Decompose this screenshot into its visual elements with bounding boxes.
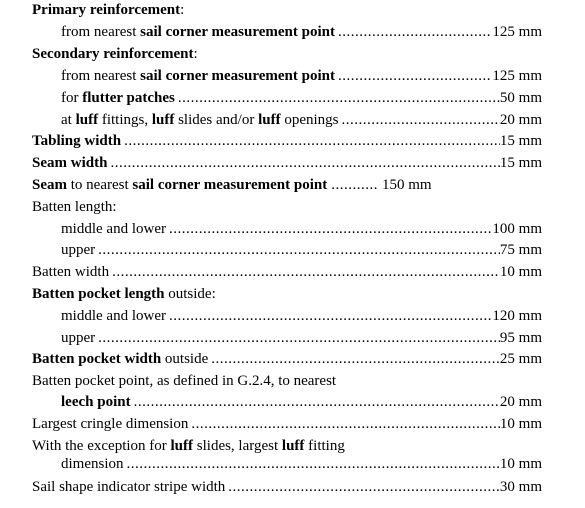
spec-label (32, 153, 107, 173)
defined-term: leech point (61, 394, 131, 410)
spec-value: 100 mm (492, 221, 542, 237)
spec-value: 15 mm (499, 133, 542, 149)
spec-label (32, 373, 336, 389)
defined-term: luff (258, 112, 281, 128)
label-text: upper (61, 242, 96, 258)
defined-term: sail corner measurement point (132, 177, 328, 193)
dot-leader (175, 88, 500, 108)
label-text: middle and lower (61, 221, 166, 237)
defined-term: Primary reinforcement (32, 2, 181, 18)
dot-leader (121, 131, 500, 151)
defined-term: Batten pocket width (32, 351, 162, 367)
spec-label (32, 414, 188, 434)
spec-row (32, 477, 542, 497)
label-text: outside: (164, 286, 216, 302)
spec-label (32, 199, 117, 215)
section-heading (32, 371, 336, 391)
spec-label (32, 46, 198, 62)
spec-value: 50 mm (499, 90, 542, 106)
spec-value: 15 mm (499, 155, 542, 171)
spec-value: 75 mm (499, 242, 542, 258)
label-text: Batten pocket point, as defined in G.2.4, to nearest (32, 373, 337, 389)
spec-label (32, 131, 121, 151)
label-text: Sail shape indicator stripe width (32, 479, 226, 495)
dot-leader (131, 392, 500, 412)
label-text: to nearest (67, 177, 133, 193)
label-text: fitting (304, 438, 345, 454)
defined-term: Batten pocket length (32, 286, 165, 302)
spec-label (32, 477, 225, 497)
label-text: from nearest (61, 68, 141, 84)
spec-value: 120 mm (492, 308, 542, 324)
spec-label (61, 306, 166, 326)
dot-leader (225, 477, 500, 497)
section-heading (32, 197, 117, 217)
spec-row (32, 131, 542, 151)
section-heading (32, 436, 345, 456)
defined-term: luff (151, 112, 175, 128)
spec-label (32, 262, 109, 282)
dot-leader (208, 349, 500, 369)
label-text: Batten length: (32, 199, 117, 215)
section-heading (32, 44, 198, 64)
spec-label (61, 219, 166, 239)
defined-term: Secondary reinforcement (32, 46, 194, 62)
label-text: from nearest (61, 24, 141, 40)
dot-leader (124, 454, 500, 474)
spec-label (32, 177, 327, 193)
label-text: Batten width (32, 264, 110, 280)
spec-row (61, 22, 542, 42)
dot-leader (166, 306, 492, 326)
label-text: Largest cringle dimension (32, 416, 189, 432)
section-heading (32, 284, 216, 304)
spec-value: 125 mm (492, 24, 542, 40)
defined-term: luff (281, 438, 305, 454)
label-text: : (180, 2, 185, 18)
dot-leader (166, 219, 492, 239)
spec-label (61, 392, 131, 412)
spec-row (61, 306, 542, 326)
spec-value: 20 mm (499, 394, 542, 410)
spec-row (61, 454, 542, 474)
spec-row (61, 219, 542, 239)
spec-value: 150 mm (381, 177, 432, 193)
spec-label (32, 349, 208, 369)
defined-term: Tabling width (32, 133, 122, 149)
spec-label (32, 286, 216, 302)
spec-row (32, 153, 542, 173)
label-text: : (193, 46, 198, 62)
label-text: middle and lower (61, 308, 166, 324)
label-text: slides and/or (174, 112, 259, 128)
spec-value: 10 mm (499, 264, 542, 280)
spec-label (61, 328, 95, 348)
dot-leader (95, 240, 500, 260)
label-text: dimension (61, 456, 124, 472)
defined-term: Seam width (32, 155, 108, 171)
defined-term: luff (170, 438, 194, 454)
spec-row (61, 328, 542, 348)
defined-term: Seam (32, 177, 67, 193)
spec-label (32, 438, 345, 454)
defined-term: luff (75, 112, 99, 128)
spec-value: 125 mm (492, 68, 542, 84)
label-text: slides, largest (193, 438, 282, 454)
label-text: outside (161, 351, 209, 367)
dot-leader (339, 110, 500, 130)
spec-label (61, 66, 335, 86)
defined-term: sail corner measurement point (140, 24, 335, 40)
spec-value: 25 mm (499, 351, 542, 367)
dot-leader (95, 328, 500, 348)
spec-row (32, 262, 542, 282)
spec-label (61, 110, 339, 130)
spec-value: 10 mm (499, 416, 542, 432)
spec-row (61, 66, 542, 86)
dot-leader (335, 66, 492, 86)
spec-value: 95 mm (499, 330, 542, 346)
spec-row (32, 349, 542, 369)
spec-row (61, 392, 542, 412)
label-text: fittings, (98, 112, 152, 128)
spec-value: 10 mm (499, 456, 542, 472)
spec-row (61, 110, 542, 130)
label-text: openings (280, 112, 339, 128)
dot-leader (109, 262, 500, 282)
spec-label (61, 240, 95, 260)
defined-term: flutter patches (82, 90, 175, 106)
dot-leader (107, 153, 499, 173)
spec-value: 30 mm (499, 479, 542, 495)
spec-label (61, 88, 175, 108)
label-text: upper (61, 330, 96, 346)
spec-label (32, 2, 184, 18)
spec-row (32, 414, 542, 434)
label-text: at (61, 112, 76, 128)
dot-leader: ........... (331, 177, 378, 193)
section-heading (32, 0, 184, 20)
spec-row (61, 88, 542, 108)
dot-leader (335, 22, 492, 42)
spec-label (61, 454, 124, 474)
spec-row (32, 175, 432, 195)
defined-term: sail corner measurement point (140, 68, 335, 84)
dot-leader (188, 414, 500, 434)
spec-value: 20 mm (499, 112, 542, 128)
spec-label (61, 22, 335, 42)
label-text: With the exception for (32, 438, 171, 454)
label-text: for (61, 90, 83, 106)
spec-row (61, 240, 542, 260)
